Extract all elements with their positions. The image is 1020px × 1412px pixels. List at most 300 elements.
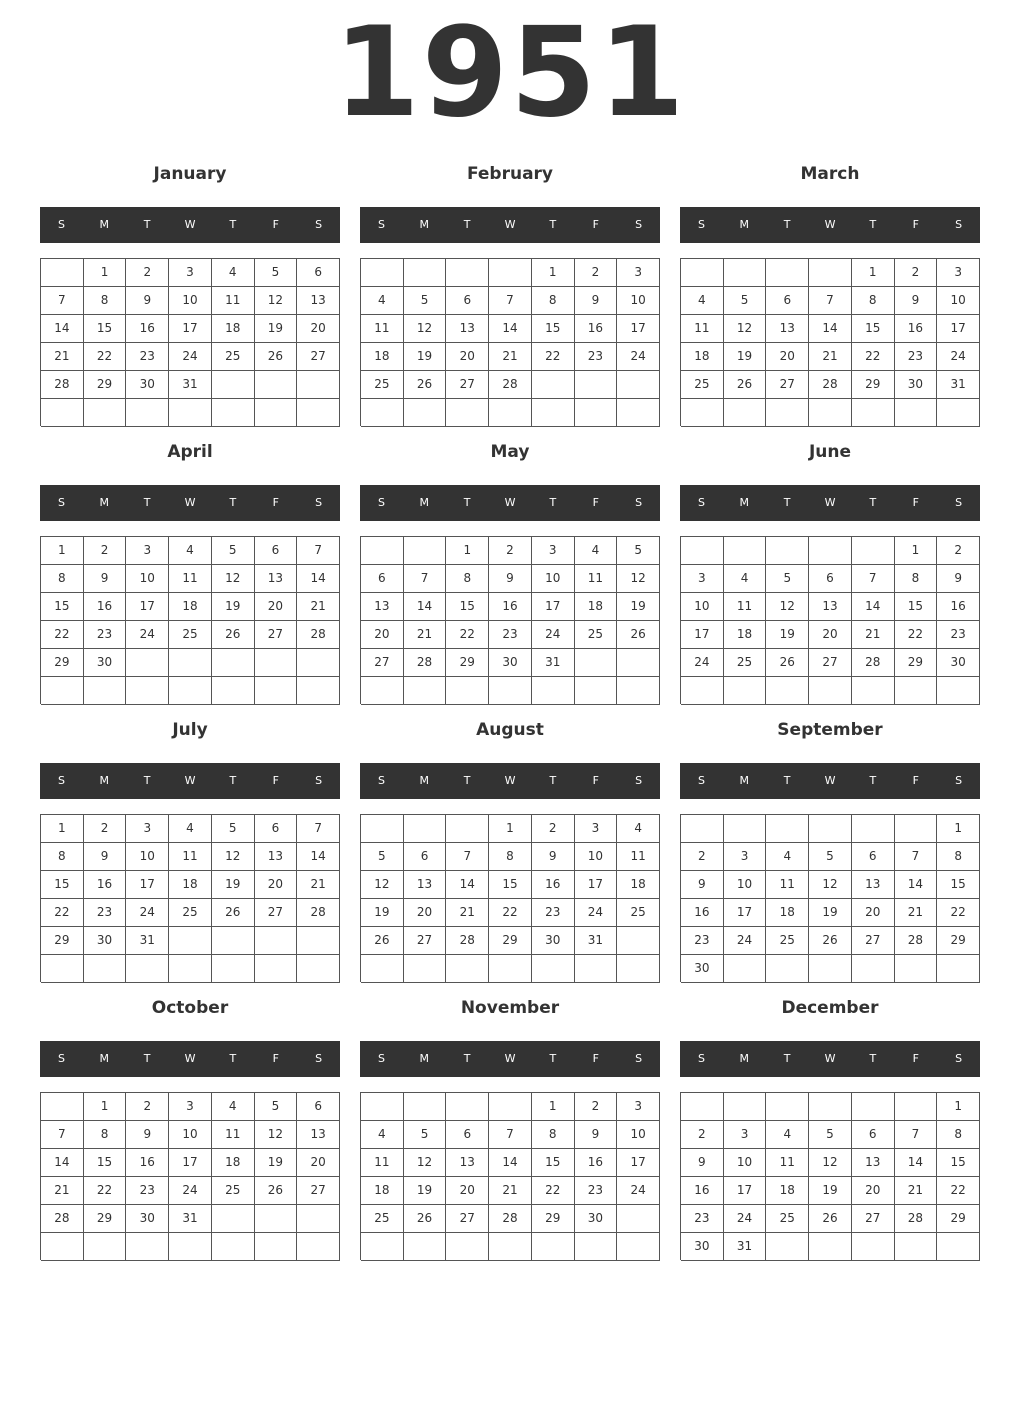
- empty-day-cell: [41, 955, 84, 983]
- day-cell: 5: [404, 287, 447, 315]
- weekday-label: T: [549, 1052, 557, 1065]
- weekday-label: T: [869, 218, 877, 231]
- day-cell: 9: [895, 287, 938, 315]
- day-cell: 20: [297, 315, 340, 343]
- day-grid: [360, 536, 660, 704]
- day-cell: 22: [937, 1177, 980, 1205]
- empty-day-cell: [575, 955, 618, 983]
- day-cell: 31: [169, 1205, 212, 1233]
- empty-day-cell: [489, 399, 532, 427]
- day-cell: 12: [255, 287, 298, 315]
- weekday-label: T: [783, 496, 791, 509]
- day-cell: 21: [895, 1177, 938, 1205]
- day-cell: 1: [84, 259, 127, 287]
- empty-day-cell: [297, 677, 340, 705]
- day-cell: 19: [255, 1149, 298, 1177]
- weekday-label: F: [592, 1052, 599, 1065]
- weekday-label: W: [184, 496, 196, 509]
- day-cell: 31: [575, 927, 618, 955]
- weekday-label: M: [99, 1052, 110, 1065]
- empty-day-cell: [169, 399, 212, 427]
- day-cell: 29: [937, 1205, 980, 1233]
- day-cell: 23: [937, 621, 980, 649]
- day-cell: 26: [212, 621, 255, 649]
- weekday-label: S: [315, 1052, 323, 1065]
- empty-day-cell: [212, 1233, 255, 1261]
- weekday-label: S: [57, 218, 65, 231]
- day-cell: 9: [126, 287, 169, 315]
- empty-day-cell: [489, 955, 532, 983]
- day-cell: 28: [297, 899, 340, 927]
- day-cell: 1: [937, 1093, 980, 1121]
- month-name: September: [777, 720, 883, 740]
- weekday-label: M: [739, 496, 750, 509]
- day-cell: 4: [681, 287, 724, 315]
- day-cell: 13: [404, 871, 447, 899]
- month-name: April: [167, 442, 213, 462]
- empty-day-cell: [84, 955, 127, 983]
- empty-day-cell: [532, 371, 575, 399]
- day-cell: 22: [84, 1177, 127, 1205]
- day-cell: 10: [575, 843, 618, 871]
- day-cell: 31: [126, 927, 169, 955]
- weekday-label: F: [912, 218, 919, 231]
- day-cell: 1: [532, 1093, 575, 1121]
- day-cell: 3: [681, 565, 724, 593]
- weekday-label: S: [57, 1052, 65, 1065]
- day-cell: 2: [937, 537, 980, 565]
- month-name: November: [460, 998, 560, 1018]
- day-cell: 24: [617, 343, 660, 371]
- day-cell: 22: [895, 621, 938, 649]
- empty-day-cell: [724, 955, 767, 983]
- day-cell: 2: [126, 259, 169, 287]
- weekday-label: W: [504, 496, 516, 509]
- day-cell: 23: [681, 1205, 724, 1233]
- day-cell: 30: [84, 927, 127, 955]
- day-cell: 23: [126, 1177, 169, 1205]
- day-cell: 21: [41, 343, 84, 371]
- empty-day-cell: [532, 677, 575, 705]
- empty-day-cell: [617, 371, 660, 399]
- day-cell: 15: [937, 871, 980, 899]
- empty-day-cell: [297, 371, 340, 399]
- day-cell: 17: [126, 871, 169, 899]
- day-cell: 24: [681, 649, 724, 677]
- day-cell: 16: [937, 593, 980, 621]
- weekday-label: S: [57, 774, 65, 787]
- weekday-label: T: [783, 218, 791, 231]
- empty-day-cell: [255, 371, 298, 399]
- day-cell: 10: [532, 565, 575, 593]
- day-cell: 24: [937, 343, 980, 371]
- weekday-label: T: [463, 496, 471, 509]
- day-cell: 13: [361, 593, 404, 621]
- day-cell: 26: [361, 927, 404, 955]
- day-cell: 7: [489, 287, 532, 315]
- month-name: October: [151, 998, 229, 1018]
- day-cell: 3: [126, 815, 169, 843]
- day-grid: [40, 536, 340, 704]
- day-cell: 8: [84, 1121, 127, 1149]
- day-cell: 1: [937, 815, 980, 843]
- empty-day-cell: [404, 1093, 447, 1121]
- empty-day-cell: [895, 815, 938, 843]
- day-cell: 28: [895, 927, 938, 955]
- day-cell: 29: [532, 1205, 575, 1233]
- day-cell: 25: [575, 621, 618, 649]
- day-cell: 17: [169, 315, 212, 343]
- day-cell: 17: [169, 1149, 212, 1177]
- day-cell: 19: [212, 593, 255, 621]
- day-cell: 26: [724, 371, 767, 399]
- day-cell: 16: [532, 871, 575, 899]
- day-cell: 26: [404, 371, 447, 399]
- day-cell: 20: [766, 343, 809, 371]
- day-cell: 6: [766, 287, 809, 315]
- empty-day-cell: [575, 371, 618, 399]
- empty-day-cell: [41, 1093, 84, 1121]
- empty-day-cell: [361, 677, 404, 705]
- day-cell: 21: [809, 343, 852, 371]
- day-cell: 28: [404, 649, 447, 677]
- day-cell: 9: [489, 565, 532, 593]
- weekday-label: S: [697, 774, 705, 787]
- weekday-label: S: [955, 218, 963, 231]
- weekday-label: F: [592, 774, 599, 787]
- day-cell: 8: [937, 843, 980, 871]
- day-cell: 8: [532, 1121, 575, 1149]
- empty-day-cell: [937, 677, 980, 705]
- empty-day-cell: [575, 649, 618, 677]
- empty-day-cell: [169, 927, 212, 955]
- day-cell: 8: [489, 843, 532, 871]
- empty-day-cell: [169, 649, 212, 677]
- day-cell: 21: [297, 593, 340, 621]
- month-name: May: [490, 442, 530, 462]
- empty-day-cell: [361, 1233, 404, 1261]
- day-cell: 8: [852, 287, 895, 315]
- empty-day-cell: [809, 815, 852, 843]
- day-cell: 8: [41, 565, 84, 593]
- empty-day-cell: [766, 1093, 809, 1121]
- weekday-label: M: [419, 1052, 430, 1065]
- weekday-label: T: [229, 218, 237, 231]
- weekday-label: S: [635, 774, 643, 787]
- weekday-label: S: [635, 496, 643, 509]
- weekday-label: T: [143, 1052, 151, 1065]
- day-cell: 16: [489, 593, 532, 621]
- day-cell: 2: [895, 259, 938, 287]
- empty-day-cell: [852, 815, 895, 843]
- day-cell: 16: [84, 593, 127, 621]
- day-cell: 2: [532, 815, 575, 843]
- day-cell: 12: [212, 843, 255, 871]
- day-cell: 29: [41, 927, 84, 955]
- day-cell: 27: [446, 371, 489, 399]
- day-cell: 15: [852, 315, 895, 343]
- day-cell: 29: [937, 927, 980, 955]
- day-cell: 11: [681, 315, 724, 343]
- empty-day-cell: [766, 955, 809, 983]
- empty-day-cell: [895, 955, 938, 983]
- day-cell: 20: [361, 621, 404, 649]
- day-cell: 14: [895, 871, 938, 899]
- day-cell: 16: [126, 1149, 169, 1177]
- day-cell: 26: [212, 899, 255, 927]
- day-cell: 22: [937, 899, 980, 927]
- empty-day-cell: [255, 955, 298, 983]
- weekday-label: W: [824, 774, 836, 787]
- day-cell: 24: [575, 899, 618, 927]
- day-cell: 18: [766, 1177, 809, 1205]
- empty-day-cell: [937, 1233, 980, 1261]
- day-cell: 16: [84, 871, 127, 899]
- day-cell: 21: [446, 899, 489, 927]
- weekday-label: T: [229, 496, 237, 509]
- day-cell: 30: [489, 649, 532, 677]
- day-cell: 19: [766, 621, 809, 649]
- day-cell: 15: [41, 871, 84, 899]
- day-cell: 15: [84, 315, 127, 343]
- weekday-label: W: [824, 496, 836, 509]
- empty-day-cell: [532, 1233, 575, 1261]
- day-cell: 4: [212, 259, 255, 287]
- day-cell: 12: [404, 1149, 447, 1177]
- day-cell: 1: [84, 1093, 127, 1121]
- weekday-header: [40, 1041, 340, 1077]
- day-cell: 15: [446, 593, 489, 621]
- empty-day-cell: [41, 1233, 84, 1261]
- day-cell: 9: [84, 565, 127, 593]
- day-cell: 29: [84, 1205, 127, 1233]
- day-cell: 27: [404, 927, 447, 955]
- empty-day-cell: [404, 399, 447, 427]
- weekday-label: T: [549, 774, 557, 787]
- day-cell: 6: [297, 259, 340, 287]
- day-cell: 27: [809, 649, 852, 677]
- day-cell: 25: [681, 371, 724, 399]
- day-cell: 27: [766, 371, 809, 399]
- day-cell: 11: [766, 871, 809, 899]
- day-cell: 7: [446, 843, 489, 871]
- day-cell: 29: [895, 649, 938, 677]
- day-cell: 6: [852, 843, 895, 871]
- day-cell: 6: [809, 565, 852, 593]
- day-cell: 7: [41, 287, 84, 315]
- day-cell: 16: [895, 315, 938, 343]
- day-cell: 4: [169, 815, 212, 843]
- day-cell: 10: [169, 1121, 212, 1149]
- weekday-label: S: [315, 218, 323, 231]
- empty-day-cell: [852, 1093, 895, 1121]
- day-cell: 25: [212, 1177, 255, 1205]
- day-cell: 11: [169, 843, 212, 871]
- day-cell: 23: [532, 899, 575, 927]
- day-cell: 21: [404, 621, 447, 649]
- day-cell: 11: [212, 1121, 255, 1149]
- weekday-header: [680, 763, 980, 799]
- weekday-header: [360, 1041, 660, 1077]
- weekday-label: M: [739, 1052, 750, 1065]
- month-name: June: [808, 442, 852, 462]
- day-cell: 22: [852, 343, 895, 371]
- day-cell: 27: [297, 343, 340, 371]
- day-cell: 2: [681, 843, 724, 871]
- day-grid: [680, 536, 980, 704]
- day-cell: 26: [404, 1205, 447, 1233]
- day-cell: 24: [169, 1177, 212, 1205]
- day-cell: 13: [255, 565, 298, 593]
- day-cell: 11: [361, 315, 404, 343]
- empty-day-cell: [255, 1233, 298, 1261]
- day-cell: 18: [617, 871, 660, 899]
- day-cell: 2: [575, 1093, 618, 1121]
- day-cell: 2: [126, 1093, 169, 1121]
- day-cell: 11: [617, 843, 660, 871]
- weekday-label: M: [419, 774, 430, 787]
- day-cell: 20: [809, 621, 852, 649]
- day-cell: 13: [809, 593, 852, 621]
- empty-day-cell: [84, 677, 127, 705]
- day-cell: 7: [895, 1121, 938, 1149]
- day-cell: 20: [852, 899, 895, 927]
- month-name: July: [172, 720, 208, 740]
- empty-day-cell: [852, 537, 895, 565]
- day-cell: 9: [126, 1121, 169, 1149]
- empty-day-cell: [895, 677, 938, 705]
- empty-day-cell: [297, 649, 340, 677]
- weekday-header: [680, 1041, 980, 1077]
- empty-day-cell: [255, 1205, 298, 1233]
- day-cell: 8: [895, 565, 938, 593]
- empty-day-cell: [255, 649, 298, 677]
- day-cell: 24: [724, 927, 767, 955]
- day-cell: 17: [575, 871, 618, 899]
- empty-day-cell: [681, 677, 724, 705]
- day-cell: 14: [41, 315, 84, 343]
- weekday-header: [360, 763, 660, 799]
- weekday-label: T: [463, 1052, 471, 1065]
- day-cell: 13: [297, 287, 340, 315]
- day-cell: 15: [937, 1149, 980, 1177]
- day-cell: 18: [212, 315, 255, 343]
- day-grid: [40, 258, 340, 426]
- day-cell: 17: [532, 593, 575, 621]
- weekday-label: S: [635, 218, 643, 231]
- weekday-label: T: [463, 218, 471, 231]
- day-cell: 26: [617, 621, 660, 649]
- weekday-label: T: [783, 1052, 791, 1065]
- day-cell: 27: [255, 899, 298, 927]
- empty-day-cell: [212, 677, 255, 705]
- day-cell: 14: [297, 565, 340, 593]
- day-cell: 22: [532, 343, 575, 371]
- day-cell: 12: [212, 565, 255, 593]
- day-cell: 31: [169, 371, 212, 399]
- month-name: February: [466, 164, 554, 184]
- empty-day-cell: [724, 399, 767, 427]
- day-cell: 12: [404, 315, 447, 343]
- empty-day-cell: [617, 927, 660, 955]
- weekday-header: [40, 485, 340, 521]
- day-cell: 30: [681, 955, 724, 983]
- weekday-header: [40, 207, 340, 243]
- day-cell: 20: [852, 1177, 895, 1205]
- day-cell: 20: [446, 343, 489, 371]
- empty-day-cell: [446, 677, 489, 705]
- empty-day-cell: [766, 259, 809, 287]
- weekday-label: T: [229, 1052, 237, 1065]
- day-cell: 19: [404, 343, 447, 371]
- weekday-label: S: [955, 496, 963, 509]
- day-cell: 3: [126, 537, 169, 565]
- empty-day-cell: [446, 399, 489, 427]
- day-cell: 11: [724, 593, 767, 621]
- day-cell: 10: [126, 565, 169, 593]
- day-cell: 15: [489, 871, 532, 899]
- day-cell: 14: [809, 315, 852, 343]
- day-grid: [360, 814, 660, 982]
- day-cell: 30: [126, 371, 169, 399]
- day-cell: 19: [212, 871, 255, 899]
- day-cell: 4: [169, 537, 212, 565]
- empty-day-cell: [446, 1093, 489, 1121]
- empty-day-cell: [446, 259, 489, 287]
- weekday-label: F: [592, 496, 599, 509]
- weekday-label: S: [697, 1052, 705, 1065]
- weekday-header: [360, 207, 660, 243]
- day-cell: 16: [575, 1149, 618, 1177]
- empty-day-cell: [766, 677, 809, 705]
- empty-day-cell: [126, 955, 169, 983]
- day-cell: 7: [297, 537, 340, 565]
- day-cell: 3: [724, 1121, 767, 1149]
- day-grid: [680, 814, 980, 982]
- day-cell: 9: [575, 1121, 618, 1149]
- day-cell: 20: [255, 593, 298, 621]
- empty-day-cell: [212, 955, 255, 983]
- weekday-label: M: [99, 774, 110, 787]
- empty-day-cell: [766, 1233, 809, 1261]
- day-cell: 7: [297, 815, 340, 843]
- day-cell: 6: [446, 287, 489, 315]
- empty-day-cell: [809, 1093, 852, 1121]
- empty-day-cell: [297, 399, 340, 427]
- empty-day-cell: [575, 399, 618, 427]
- day-cell: 29: [852, 371, 895, 399]
- empty-day-cell: [852, 677, 895, 705]
- weekday-header: [40, 763, 340, 799]
- empty-day-cell: [212, 649, 255, 677]
- day-cell: 8: [532, 287, 575, 315]
- day-cell: 4: [617, 815, 660, 843]
- day-cell: 21: [489, 343, 532, 371]
- empty-day-cell: [617, 677, 660, 705]
- day-cell: 14: [489, 315, 532, 343]
- weekday-label: T: [143, 218, 151, 231]
- day-cell: 27: [255, 621, 298, 649]
- month-name: January: [153, 164, 227, 184]
- empty-day-cell: [852, 955, 895, 983]
- day-cell: 26: [255, 343, 298, 371]
- day-cell: 1: [532, 259, 575, 287]
- empty-day-cell: [126, 649, 169, 677]
- empty-day-cell: [724, 259, 767, 287]
- day-cell: 25: [361, 371, 404, 399]
- day-cell: 30: [575, 1205, 618, 1233]
- day-cell: 20: [297, 1149, 340, 1177]
